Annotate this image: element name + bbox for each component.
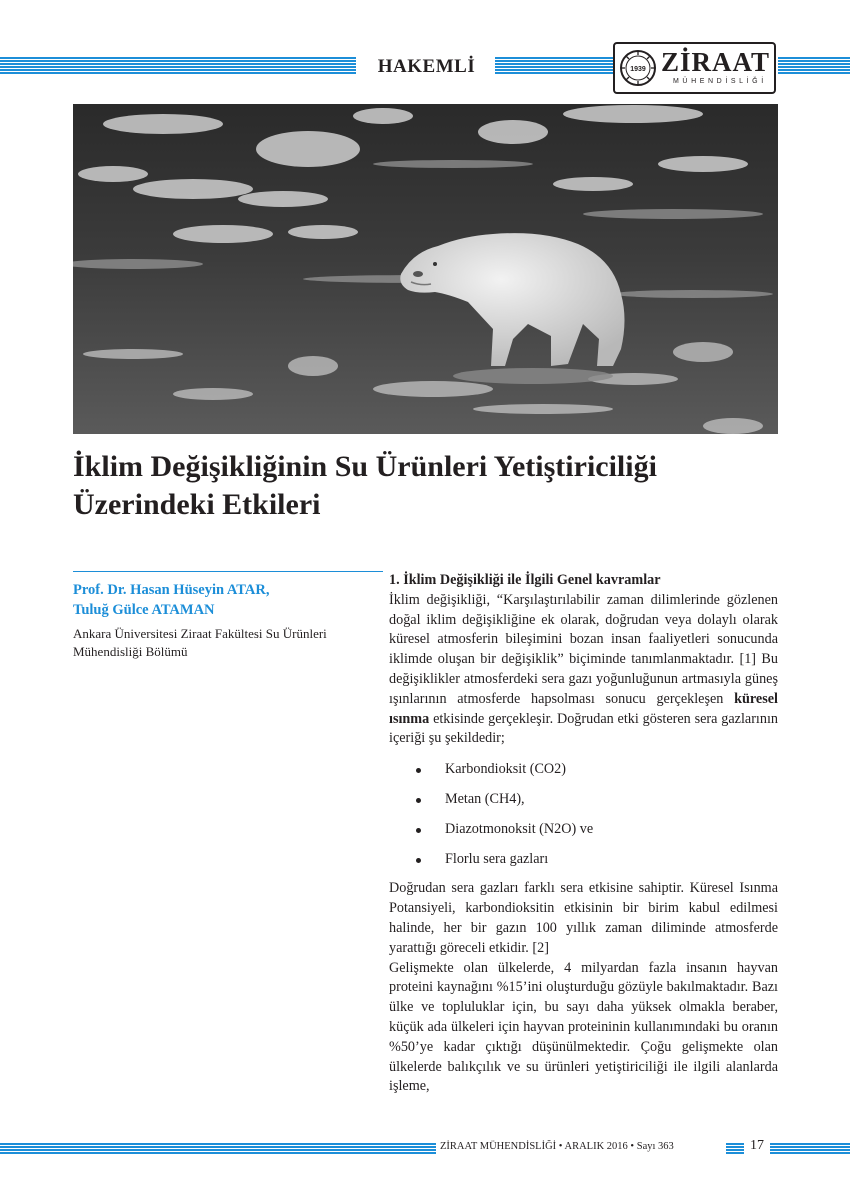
list-item: [389, 760, 778, 780]
header-stripes-left: [0, 57, 356, 75]
header-stripes-middle: [495, 57, 613, 75]
paragraph-2: Doğrudan sera gazları farklı sera etkisine sahiptir. Küresel Isınma Potansiyeli, karbondioksitin etkisinin bir birim kabul edilmesi halinde, her bir gazın 100 yıllık zaman diliminde atmosferde yarattığı göreceli etkidir. [2]: [389, 880, 778, 956]
list-item-label: Karbondioksit (CO2): [445, 761, 566, 778]
section-label: HAKEMLİ: [377, 56, 476, 77]
author-1: Prof. Dr. Hasan Hüseyin ATAR,: [73, 582, 270, 598]
author-affiliation: Ankara Üniversitesi Ziraat Fakültesi Su Ürünleri Mühendisliği Bölümü: [73, 626, 327, 659]
list-item-label: Florlu sera gazları: [445, 850, 549, 867]
logo-subtitle: MÜHENDİSLİĞİ: [673, 78, 767, 85]
article-title: İklim Değişikliğinin Su Ürünleri Yetiştiriciliği Üzerindeki Etkileri: [73, 450, 657, 521]
paragraph-1-text-end: etkisinde gerçekleşir. Doğrudan etki gösteren sera gazlarının içeriği şu şekildedir;: [389, 710, 778, 747]
bullet-icon: [416, 858, 421, 863]
logo-word: ZİRAAT: [661, 47, 771, 77]
footer-stripes-left: [0, 1143, 436, 1155]
list-item-label: Diazotmonoksit (N2O) ve: [445, 820, 594, 837]
seal-icon: [619, 49, 657, 87]
section-heading: 1. İklim Değişikliği ile İlgili Genel kavramlar: [389, 572, 661, 588]
journal-footer: ZİRAAT MÜHENDİSLİĞİ • ARALIK 2016 • Sayı 363: [440, 1141, 674, 1152]
gas-list: [389, 760, 778, 869]
list-item-label: Metan (CH4),: [445, 790, 525, 807]
header-stripes-right: [778, 57, 850, 75]
polar-bear-photo: [73, 104, 778, 434]
article-body: [389, 571, 778, 1097]
list-item: [389, 790, 778, 810]
bullet-icon: [416, 798, 421, 803]
list-item: [389, 820, 778, 840]
paragraph-1: [389, 591, 778, 749]
page-number: 17: [750, 1138, 764, 1153]
journal-logo: [613, 42, 776, 94]
author-2: Tuluğ Gülce ATAMAN: [73, 602, 215, 618]
paragraph-1-bold: küresel ısınma: [389, 690, 778, 727]
footer-stripes-right: [770, 1143, 850, 1155]
bullet-icon: [416, 768, 421, 773]
logo-year: 1939: [630, 66, 646, 73]
paragraph-3: Gelişmekte olan ülkelerde, 4 milyardan fazla insanın hayvan proteini kaynağını %15’ini oluşturduğu gözüyle bakılmaktadır. Bazı ülke ve topluluklar için, bu sayı daha yüksek olmakla beraber, küçük ada ülkeleri için hayvan proteininin kullanımındaki bu oranın %50’ye kadar çıktığı düşünülmektedir. Çoğu gelişmekte olan ülkelerde balıkçılık ve su ürünleri yetiştiriciliği ile ilgili alanlarda işleme,: [389, 959, 778, 1095]
bullet-icon: [416, 828, 421, 833]
author-block: [73, 580, 373, 620]
author-rule: [73, 571, 383, 572]
paragraph-1-text: İklim değişikliği, “Karşılaştırılabilir zaman dilimlerinde gözlenen doğal iklim değişikliğine ek olarak, doğrudan veya dolaylı olarak küresel atmosferin bileşimini bozan insan faaliyetleri sonucunda iklimde oluşan bir değişiklik” biçiminde tanımlanmaktadır. [1] Bu değişiklikler atmosferdeki sera gazı yoğunluğunun artmasıyla güneş ışınlarının atmosferde hapsolması sonucu gerçekleşen: [389, 591, 778, 707]
list-item: [389, 850, 778, 870]
footer-stripes-mid: [726, 1143, 744, 1155]
